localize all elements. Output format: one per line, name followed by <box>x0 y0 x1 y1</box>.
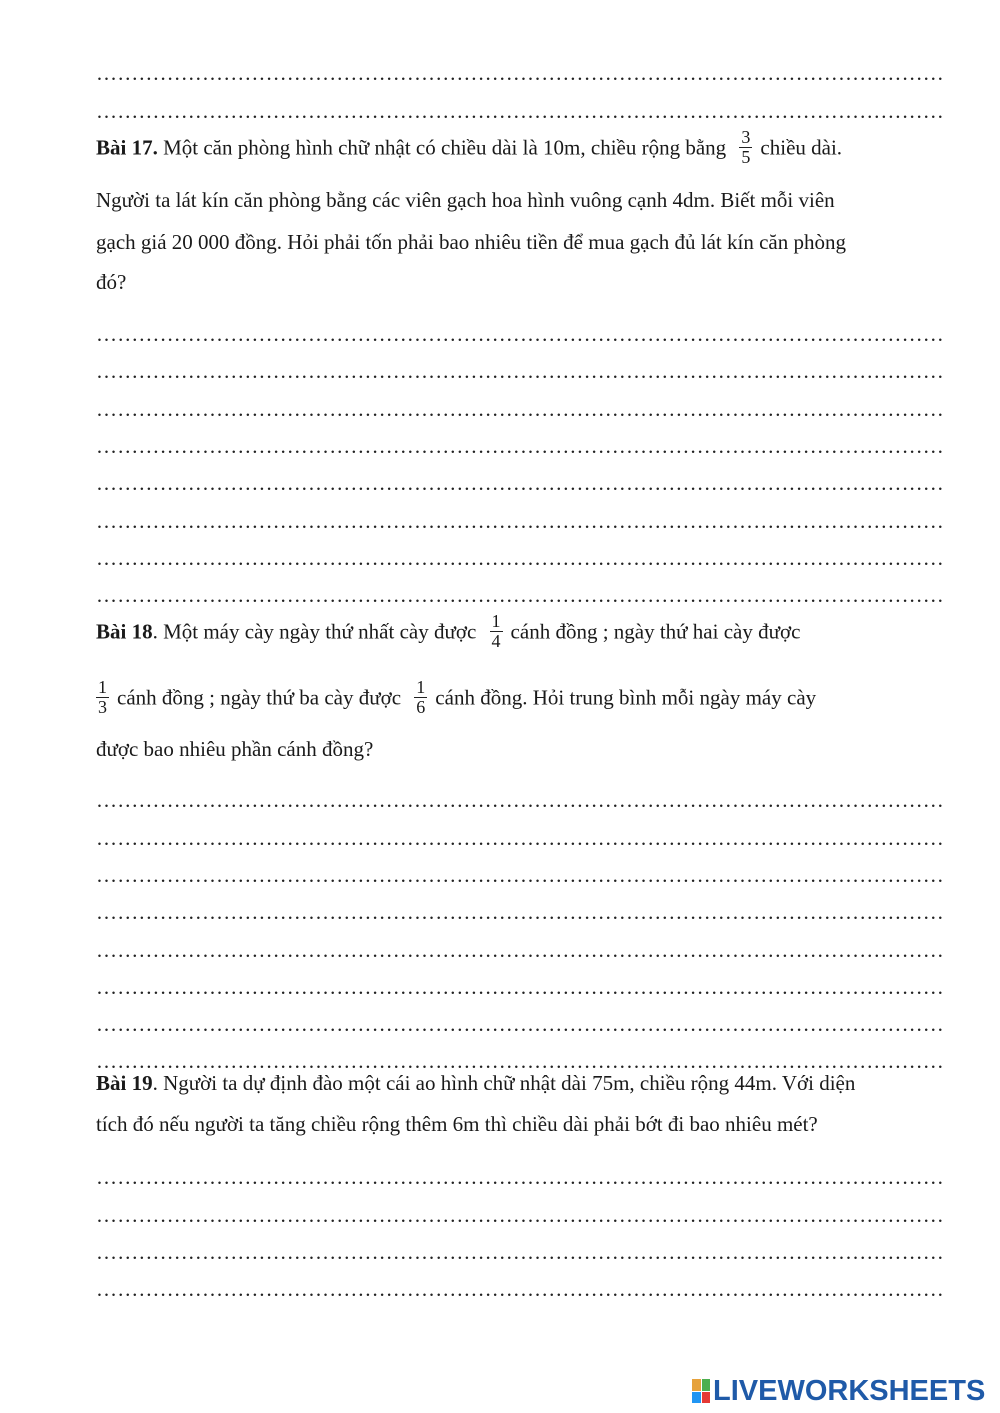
liveworksheets-logo[interactable] <box>692 1376 985 1406</box>
answer-line[interactable]: ………………………………………………………………………………………………………… <box>96 62 944 84</box>
bai18-text-end: cánh đồng ; ngày thứ hai cày được <box>510 619 801 644</box>
answer-line[interactable]: ………………………………………………………………………………………………………… <box>96 1204 944 1226</box>
answer-line[interactable]: ………………………………………………………………………………………………………… <box>96 1050 944 1072</box>
bai18-text-mid: cánh đồng ; ngày thứ ba cày được <box>117 685 402 710</box>
bai17-line2: Người ta lát kín căn phòng bằng các viên gạch hoa hình vuông cạnh 4dm. Biết mỗi viên <box>96 188 835 212</box>
bai18-label: Bài 18 <box>96 619 153 644</box>
answer-line[interactable]: ………………………………………………………………………………………………………… <box>96 1013 944 1035</box>
answer-line[interactable]: ………………………………………………………………………………………………………… <box>96 939 944 961</box>
answer-line[interactable]: ………………………………………………………………………………………………………… <box>96 1278 944 1300</box>
answer-line[interactable]: ………………………………………………………………………………………………………… <box>96 398 944 420</box>
bai17-line3: gạch giá 20 000 đồng. Hỏi phải tốn phải bao nhiêu tiền để mua gạch đủ lát kín căn phòng <box>96 230 846 254</box>
bai19-line1 <box>96 1069 855 1097</box>
bai18-line3: được bao nhiêu phần cánh đồng? <box>96 737 374 761</box>
answer-line[interactable]: ………………………………………………………………………………………………………… <box>96 435 944 457</box>
fraction-1-3: $\frac{1}{3}$ <box>98 677 107 717</box>
bai18-text: . Một máy cày ngày thứ nhất cày được <box>152 619 477 644</box>
bai18-text-end2: cánh đồng. Hỏi trung bình mỗi ngày máy cày <box>435 685 817 710</box>
fraction-1-6: $\frac{1}{6}$ <box>416 677 426 717</box>
answer-line[interactable]: ………………………………………………………………………………………………………… <box>96 1241 944 1263</box>
answer-line[interactable]: ………………………………………………………………………………………………………… <box>96 584 944 606</box>
answer-line[interactable]: ………………………………………………………………………………………………………… <box>96 472 944 494</box>
answer-line[interactable]: ………………………………………………………………………………………………………… <box>96 360 944 382</box>
answer-line[interactable]: ………………………………………………………………………………………………………… <box>96 323 944 345</box>
logo-text: LIVEWORKSHEETS <box>713 1374 986 1407</box>
bai18-line1 <box>96 611 801 653</box>
bai17-line1 <box>96 127 843 169</box>
bai17-line4: đó? <box>96 270 127 294</box>
fraction-1-4: $\frac{1}{4}$ <box>491 611 501 651</box>
answer-line[interactable]: ………………………………………………………………………………………………………… <box>96 901 944 923</box>
fraction-3-5: $\frac{3}{5}$ <box>741 127 751 167</box>
bai18-line2 <box>88 677 817 719</box>
answer-line[interactable]: ………………………………………………………………………………………………………… <box>96 100 944 122</box>
bai19-line2: tích đó nếu người ta tăng chiều rộng thêm 6m thì chiều dài phải bớt đi bao nhiêu mét? <box>96 1112 818 1136</box>
answer-line[interactable]: ………………………………………………………………………………………………………… <box>96 510 944 532</box>
answer-line[interactable]: ………………………………………………………………………………………………………… <box>96 547 944 569</box>
bai17-text: Một căn phòng hình chữ nhật có chiều dài là 10m, chiều rộng bằng <box>157 135 727 160</box>
liveworksheets-logo-icon <box>692 1379 710 1403</box>
bai17-label: Bài 17. <box>96 135 158 160</box>
answer-line[interactable]: ………………………………………………………………………………………………………… <box>96 789 944 811</box>
answer-line[interactable]: ………………………………………………………………………………………………………… <box>96 1166 944 1188</box>
answer-line[interactable]: ………………………………………………………………………………………………………… <box>96 864 944 886</box>
answer-line[interactable]: ………………………………………………………………………………………………………… <box>96 976 944 998</box>
bai17-text-end: chiều dài. <box>760 135 843 160</box>
bai19-label: Bài 19 <box>96 1071 153 1095</box>
answer-line[interactable]: ………………………………………………………………………………………………………… <box>96 827 944 849</box>
bai19-text: . Người ta dự định đào một cái ao hình chữ nhật dài 75m, chiều rộng 44m. Với diện <box>152 1071 856 1095</box>
